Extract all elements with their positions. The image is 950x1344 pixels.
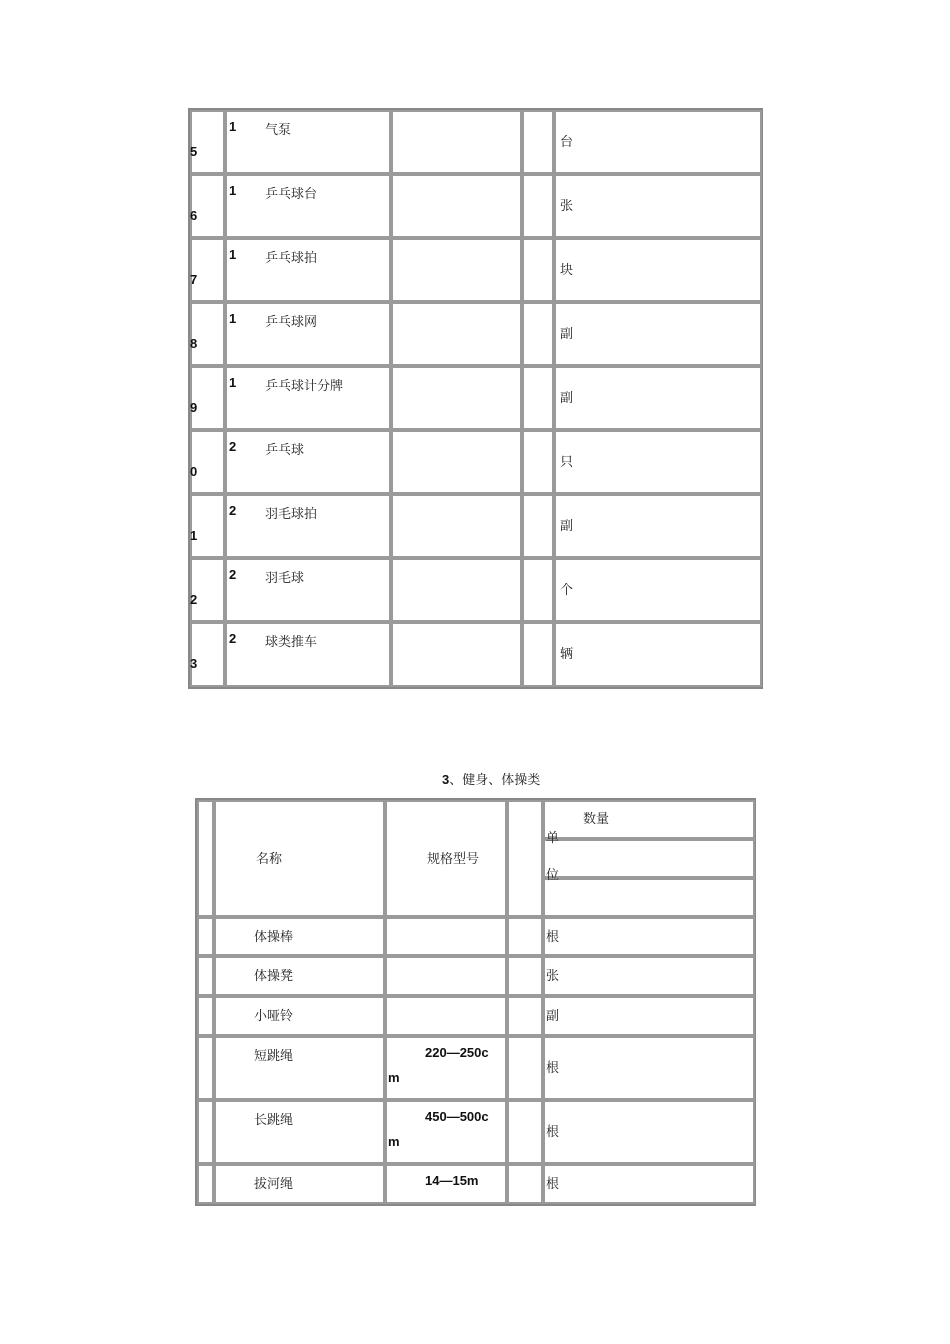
t2-header-name: 名称 [256, 852, 283, 867]
t1-row-index-bottom: 7 [190, 272, 198, 287]
t1-row-3-blank-cell [522, 238, 554, 302]
t1-row-unit: 只 [560, 455, 574, 470]
t2-row-name: 体操凳 [254, 969, 294, 984]
t2-header-spec-cell [385, 800, 507, 917]
t2-row-unit: 根 [546, 1125, 560, 1140]
t2-row-spec-line2: m [388, 1070, 400, 1085]
t1-row-1-spec-cell [391, 110, 522, 174]
t1-row-index-bottom: 1 [190, 528, 198, 543]
t1-row-index-bottom: 6 [190, 208, 198, 223]
t2-header-blank-cell [507, 800, 543, 917]
t2-row-5-unit-cell [543, 1100, 755, 1164]
t1-row-3-index-cell [190, 238, 225, 302]
t1-row-unit: 个 [560, 583, 574, 598]
t2-row-spec-line2: m [388, 1134, 400, 1149]
t2-row-unit: 根 [546, 1061, 560, 1076]
t2-row-6-name-cell [214, 1164, 385, 1204]
t1-row-1-index-cell [190, 110, 225, 174]
t2-row-5-name-cell [214, 1100, 385, 1164]
t1-row-1-unit-cell [554, 110, 762, 174]
t1-row-index-bottom: 3 [190, 656, 198, 671]
t1-row-unit: 张 [560, 199, 574, 214]
t2-row-4-index-cell [197, 1036, 214, 1100]
t2-header-sub-cell-1 [543, 839, 755, 878]
t2-header-qty: 数量 [583, 812, 610, 827]
section-title-number: 3 [442, 772, 450, 787]
t2-header-qty-cell [543, 800, 755, 839]
t1-row-6-name-cell [225, 430, 391, 494]
t2-row-2-unit-cell [543, 956, 755, 996]
t2-header-unit-2: 位 [546, 868, 560, 883]
t1-row-unit: 副 [560, 519, 574, 534]
t2-row-name: 体操棒 [254, 930, 294, 945]
t1-row-3-spec-cell [391, 238, 522, 302]
t2-row-3-blank-cell [507, 996, 543, 1036]
t1-row-2-index-cell [190, 174, 225, 238]
section-title-text: 、健身、体操类 [449, 773, 541, 788]
t1-row-9-unit-cell [554, 622, 762, 687]
t1-row-unit: 台 [560, 135, 574, 150]
t2-row-1-spec-cell [385, 917, 507, 956]
t2-row-spec-line1: 450—500c [425, 1109, 489, 1124]
t1-row-name: 乒乓球计分牌 [265, 379, 344, 394]
t2-row-name: 短跳绳 [254, 1049, 294, 1064]
t2-row-name: 长跳绳 [254, 1113, 294, 1128]
t1-row-name: 乒乓球台 [265, 187, 318, 202]
t2-row-spec-line1: 14—15m [425, 1173, 479, 1188]
t1-row-index-bottom: 5 [190, 144, 198, 159]
t1-row-2-spec-cell [391, 174, 522, 238]
t1-row-index-bottom: 2 [190, 592, 198, 607]
t1-row-4-index-cell [190, 302, 225, 366]
t2-row-3-unit-cell [543, 996, 755, 1036]
t2-header-sub-cell-2 [543, 878, 755, 917]
t2-row-unit: 副 [546, 1009, 560, 1024]
t1-row-9-index-cell [190, 622, 225, 687]
t2-header-spec: 规格型号 [427, 852, 480, 867]
t2-row-name: 拔河绳 [254, 1177, 294, 1192]
t2-row-4-blank-cell [507, 1036, 543, 1100]
t1-row-4-unit-cell [554, 302, 762, 366]
t1-row-8-index-cell [190, 558, 225, 622]
t1-row-index-bottom: 8 [190, 336, 198, 351]
t2-row-6-index-cell [197, 1164, 214, 1204]
t1-row-5-spec-cell [391, 366, 522, 430]
t1-row-5-blank-cell [522, 366, 554, 430]
t2-row-2-index-cell [197, 956, 214, 996]
t1-row-6-index-cell [190, 430, 225, 494]
t1-row-index-top: 1 [229, 183, 237, 198]
t2-row-1-name-cell [214, 917, 385, 956]
t2-row-3-index-cell [197, 996, 214, 1036]
t2-row-1-unit-cell [543, 917, 755, 956]
t1-row-1-blank-cell [522, 110, 554, 174]
t2-row-name: 小哑铃 [254, 1009, 294, 1024]
t1-row-index-bottom: 0 [190, 464, 198, 479]
t2-row-4-unit-cell [543, 1036, 755, 1100]
section-title [442, 769, 540, 788]
t1-row-index-top: 1 [229, 119, 237, 134]
t1-row-2-unit-cell [554, 174, 762, 238]
t1-row-unit: 副 [560, 327, 574, 342]
t1-row-9-blank-cell [522, 622, 554, 687]
t1-row-index-top: 2 [229, 503, 237, 518]
t1-row-7-blank-cell [522, 494, 554, 558]
t1-row-7-index-cell [190, 494, 225, 558]
t1-row-name: 羽毛球拍 [265, 507, 318, 522]
t2-row-2-blank-cell [507, 956, 543, 996]
t2-row-2-name-cell [214, 956, 385, 996]
t1-row-1-name-cell [225, 110, 391, 174]
t1-row-8-unit-cell [554, 558, 762, 622]
t2-row-1-blank-cell [507, 917, 543, 956]
t2-row-3-spec-cell [385, 996, 507, 1036]
t2-row-3-name-cell [214, 996, 385, 1036]
t1-row-7-spec-cell [391, 494, 522, 558]
t1-row-name: 球类推车 [265, 635, 318, 650]
t2-row-2-spec-cell [385, 956, 507, 996]
t2-header-unit-1: 单 [546, 831, 560, 846]
t1-row-4-blank-cell [522, 302, 554, 366]
t2-row-4-name-cell [214, 1036, 385, 1100]
t2-row-6-unit-cell [543, 1164, 755, 1204]
t1-row-6-unit-cell [554, 430, 762, 494]
t1-row-unit: 块 [560, 263, 574, 278]
t1-row-6-blank-cell [522, 430, 554, 494]
t2-header-index-cell [197, 800, 214, 917]
t2-row-6-blank-cell [507, 1164, 543, 1204]
t1-row-6-spec-cell [391, 430, 522, 494]
t1-row-3-unit-cell [554, 238, 762, 302]
t1-row-unit: 副 [560, 391, 574, 406]
t2-row-5-blank-cell [507, 1100, 543, 1164]
t1-row-index-bottom: 9 [190, 400, 198, 415]
t2-row-unit: 根 [546, 930, 560, 945]
t1-row-index-top: 1 [229, 247, 237, 262]
t2-row-1-index-cell [197, 917, 214, 956]
t2-row-unit: 根 [546, 1177, 560, 1192]
t2-header-name-cell [214, 800, 385, 917]
t1-row-name: 羽毛球 [265, 571, 305, 586]
t1-row-index-top: 2 [229, 439, 237, 454]
t1-row-index-top: 1 [229, 375, 237, 390]
t1-row-index-top: 1 [229, 311, 237, 326]
t1-row-name: 乒乓球 [265, 443, 305, 458]
t1-row-name: 乒乓球网 [265, 315, 318, 330]
t1-row-name: 气泵 [265, 123, 292, 138]
t2-row-5-index-cell [197, 1100, 214, 1164]
t2-row-spec-line1: 220—250c [425, 1045, 489, 1060]
t1-row-4-spec-cell [391, 302, 522, 366]
t1-row-5-index-cell [190, 366, 225, 430]
t2-row-unit: 张 [546, 969, 560, 984]
t1-row-8-name-cell [225, 558, 391, 622]
t1-row-8-spec-cell [391, 558, 522, 622]
t1-row-index-top: 2 [229, 567, 237, 582]
t1-row-5-unit-cell [554, 366, 762, 430]
t1-row-7-unit-cell [554, 494, 762, 558]
t1-row-unit: 辆 [560, 647, 574, 662]
t1-row-index-top: 2 [229, 631, 237, 646]
t1-row-8-blank-cell [522, 558, 554, 622]
t1-row-9-spec-cell [391, 622, 522, 687]
t1-row-name: 乒乓球拍 [265, 251, 318, 266]
t1-row-2-blank-cell [522, 174, 554, 238]
